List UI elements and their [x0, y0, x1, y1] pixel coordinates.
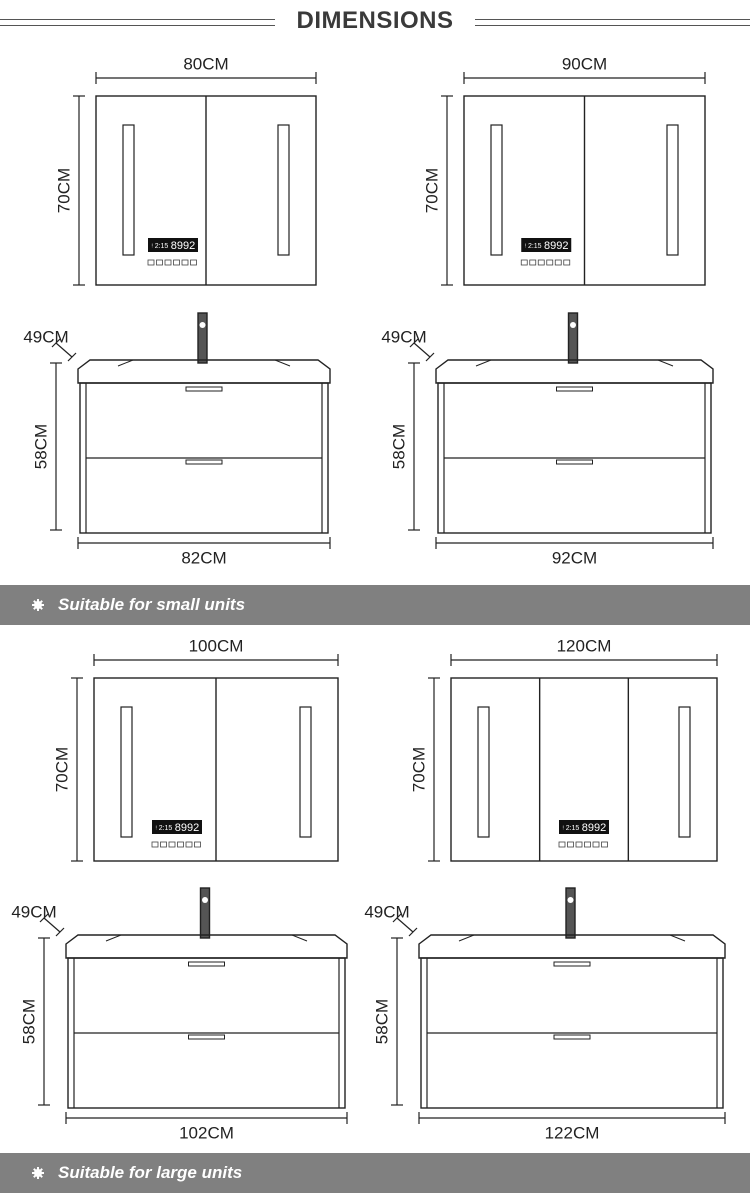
clock-display: [521, 238, 571, 265]
cabinet-depth-label: 49CM: [11, 902, 57, 922]
touch-button-icon: [530, 260, 536, 265]
cabinet-depth-label: 49CM: [381, 327, 427, 347]
touch-button-icon: [191, 260, 197, 265]
display-small-readout: ᵎ 2:15: [562, 825, 580, 832]
touch-button-icon: [564, 260, 570, 265]
cabinet-height-dimension-label: 58CM: [389, 423, 409, 470]
touch-button-icon: [568, 842, 574, 847]
led-strip-right: [667, 125, 678, 255]
display-small-readout: ᵎ 2:15: [155, 825, 173, 832]
page-title: DIMENSIONS: [296, 7, 454, 34]
mirror-width-dimension-label: 100CM: [188, 636, 244, 656]
led-strip-left: [123, 125, 134, 255]
led-strip-left: [478, 707, 489, 837]
drawer-handle: [554, 962, 590, 966]
drawer-handle: [557, 387, 593, 391]
drawer-handle: [186, 460, 222, 464]
touch-button-icon: [169, 842, 175, 847]
mirror-width-dimension-label: 80CM: [183, 54, 229, 74]
touch-button-icon: [148, 260, 154, 265]
display-digits: 8992: [544, 240, 569, 252]
band-label-small: Suitable for small units: [58, 595, 246, 614]
mirror-height-dimension-label: 70CM: [52, 746, 72, 793]
display-small-readout: ᵎ 2:15: [524, 243, 542, 250]
touch-button-icon: [602, 842, 608, 847]
cabinet-width-dimension-label: 82CM: [181, 548, 227, 568]
display-small-readout: ᵎ 2:15: [151, 243, 169, 250]
led-strip-right: [300, 707, 311, 837]
cabinet-depth-label: 49CM: [364, 902, 410, 922]
touch-button-icon: [161, 842, 167, 847]
drawer-handle: [186, 387, 222, 391]
drawer-handle: [557, 460, 593, 464]
drawer-handle: [189, 1035, 225, 1039]
drawer-handle: [189, 962, 225, 966]
mirror-width-dimension-label: 90CM: [561, 54, 608, 74]
cabinet-width-dimension-label: 92CM: [551, 548, 598, 568]
touch-button-icon: [555, 260, 561, 265]
touch-button-icon: [585, 842, 591, 847]
touch-button-icon: [521, 260, 527, 265]
faucet: [569, 313, 578, 363]
faucet: [198, 313, 207, 363]
faucet-knob-icon: [568, 897, 574, 903]
touch-button-icon: [576, 842, 582, 847]
mirror-height-dimension-label: 70CM: [54, 167, 74, 214]
touch-button-icon: [547, 260, 553, 265]
touch-button-icon: [165, 260, 171, 265]
touch-button-icon: [157, 260, 163, 265]
faucet-knob-icon: [570, 322, 576, 328]
led-strip-right: [278, 125, 289, 255]
touch-button-icon: [186, 842, 192, 847]
display-digits: 8992: [174, 822, 200, 834]
faucet-knob-icon: [202, 897, 208, 903]
mirror-height-dimension-label: 70CM: [422, 167, 442, 214]
clock-display: [148, 238, 198, 265]
display-digits: 8992: [170, 240, 196, 252]
clock-display: [152, 820, 202, 847]
faucet: [201, 888, 210, 938]
led-strip-left: [121, 707, 132, 837]
touch-button-icon: [593, 842, 599, 847]
touch-button-icon: [152, 842, 158, 847]
touch-button-icon: [174, 260, 180, 265]
faucet: [566, 888, 575, 938]
touch-button-icon: [178, 842, 184, 847]
cabinet-height-dimension-label: 58CM: [372, 998, 392, 1045]
cabinet-width-dimension-label: 122CM: [544, 1123, 600, 1143]
mirror-height-dimension-label: 70CM: [409, 746, 429, 793]
cabinet-height-dimension-label: 58CM: [31, 423, 51, 470]
mirror-width-dimension-label: 120CM: [556, 636, 612, 656]
cabinet-depth-label: 49CM: [23, 327, 69, 347]
touch-button-icon: [182, 260, 188, 265]
led-strip-left: [491, 125, 502, 255]
led-strip-right: [679, 707, 690, 837]
touch-button-icon: [538, 260, 544, 265]
cabinet-width-dimension-label: 102CM: [179, 1123, 234, 1143]
band-label-large: Suitable for large units: [58, 1163, 243, 1182]
cabinet-height-dimension-label: 58CM: [19, 998, 39, 1045]
clock-display: [559, 820, 609, 847]
touch-button-icon: [559, 842, 565, 847]
faucet-knob-icon: [200, 322, 206, 328]
drawer-handle: [554, 1035, 590, 1039]
touch-button-icon: [195, 842, 201, 847]
display-digits: 8992: [581, 822, 607, 834]
